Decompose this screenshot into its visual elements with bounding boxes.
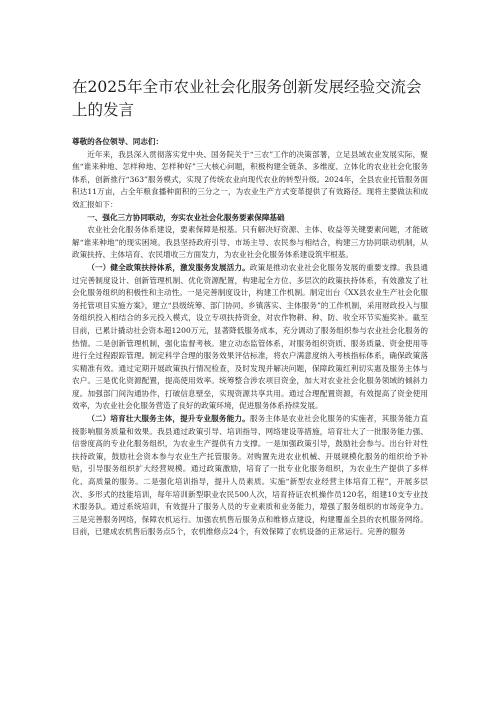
- intro-paragraph: 近年来，我县深入贯彻落实党中央、国务院关于“三农”工作的决策部署，立足县域农业发展实际，聚焦“谁来种地、怎样种地、怎样种好”三大核心问题，积极构建全链条、多维度、立体化的农业社会化服务体系，创新推行“363”服务模式，实现了传统农业向现代农业的转型升级。2024年，全县农业托管服务面积达11万亩，占全年粮食播种面积的三分之一，为农业生产方式变革提供了有效路径。现将主要做法和成效汇报如下：: [72, 149, 428, 209]
- subsection-heading-1: （一）健全政策扶持体系，激发服务发展活力。: [87, 262, 250, 272]
- salutation: 尊敬的各位领导、同志们：: [72, 137, 164, 146]
- subsection-2-paragraph: [72, 413, 428, 539]
- subsection-heading-2: （二）培育壮大服务主体，提升专业服务能力。: [87, 414, 250, 424]
- subsection-1-paragraph: [72, 262, 428, 413]
- subsection-1-body: 政策是推动农业社会化服务发展的重要支撑。我县通过完善制度设计、创新管理机制、优化资源配置，构建起全方位、多层次的政策扶持体系，有效激发了社会化服务组织的积极性和主动性。一是完善制度设计，构建工作机制。制定出台《XX县农业生产社会化服务托管项目实施方案》，建立“县级统筹、部门协同、乡镇落实、主体服务”的工作机制，采用财政投入与服务组织投入相结合的多元投入模式，设立专项扶持资金，对农作物耕、种、防、收全环节实施奖补。截至目前，已累计撬动社会资本超1200万元，显著降低服务成本，充分调动了服务组织参与农业社会化服务的热情。二是创新管理机制，强化监督考核。建立动态监管体系，对服务组织资质、服务质量、资金使用等进行全过程跟踪管理。制定科学合理的服务效果评估标准，将农户满意度纳入考核指标体系，确保政策落实精准有效。通过定期开展政策执行情况检查，及时发现并解决问题，保障政策红利切实惠及服务主体与农户。三是优化资源配置，提高使用效率。统筹整合涉农项目资金，加大对农业社会化服务领域的倾斜力度。加强部门间沟通协作，打破信息壁垒，实现资源共享共用。通过合理配置资源，有效提高了资金使用效率，为农业社会化服务营造了良好的政策环境，促进服务体系持续发展。: [72, 262, 428, 411]
- document-title: 在2025年全市农业社会化服务创新发展经验交流会上的发言: [72, 78, 422, 119]
- section-1-paragraph: 农业社会化服务体系建设，要素保障是根基。只有解决好资源、主体、收益等关键要素问题，才能破解“谁来种地”的现实困境。我县坚持政府引导、市场主导、农民参与相结合，构建三方协同联动机制，从政策扶持、主体培育、农民增收三方面发力，为农业社会化服务体系建设筑牢根基。: [72, 225, 428, 260]
- subsection-2-body: 服务主体是农业社会化服务的实施者，其服务能力直接影响服务质量和效果。我县通过政策引导、培训指导、网络建设等措施，培育壮大了一批服务能力强、信誉度高的专业化服务组织，为农业生产提供有力支撑。一是加强政策引导，鼓励社会参与。出台针对性扶持政策，鼓励社会资本参与农业生产托管服务。对购置先进农业机械、开展规模化服务的组织给予补贴，引导服务组织扩大经营规模。通过政策激励，培育了一批专业化服务组织，为农业生产提供了多样化、高质量的服务。二是强化培训指导，提升人员素质。实施“新型农业经营主体培育工程”，开展多层次、多形式的技能培训，每年培训新型职业农民500人次，培育持证农机操作员120名，组建10支专业技术服务队。通过系统培训，有效提升了服务人员的专业素质和业务能力，增强了服务组织的市场竞争力。三是完善服务网络，保障农机运行。加强农机售后服务点和维修点建设，构建覆盖全县的农机服务网络。目前，已建成农机售后服务点5个，农机维修点24个，有效保障了农机设备的正常运行。完善的服务: [72, 414, 428, 537]
- section-heading-1: 一、强化三方协同联动，夯实农业社会化服务要素保障基础: [87, 212, 285, 222]
